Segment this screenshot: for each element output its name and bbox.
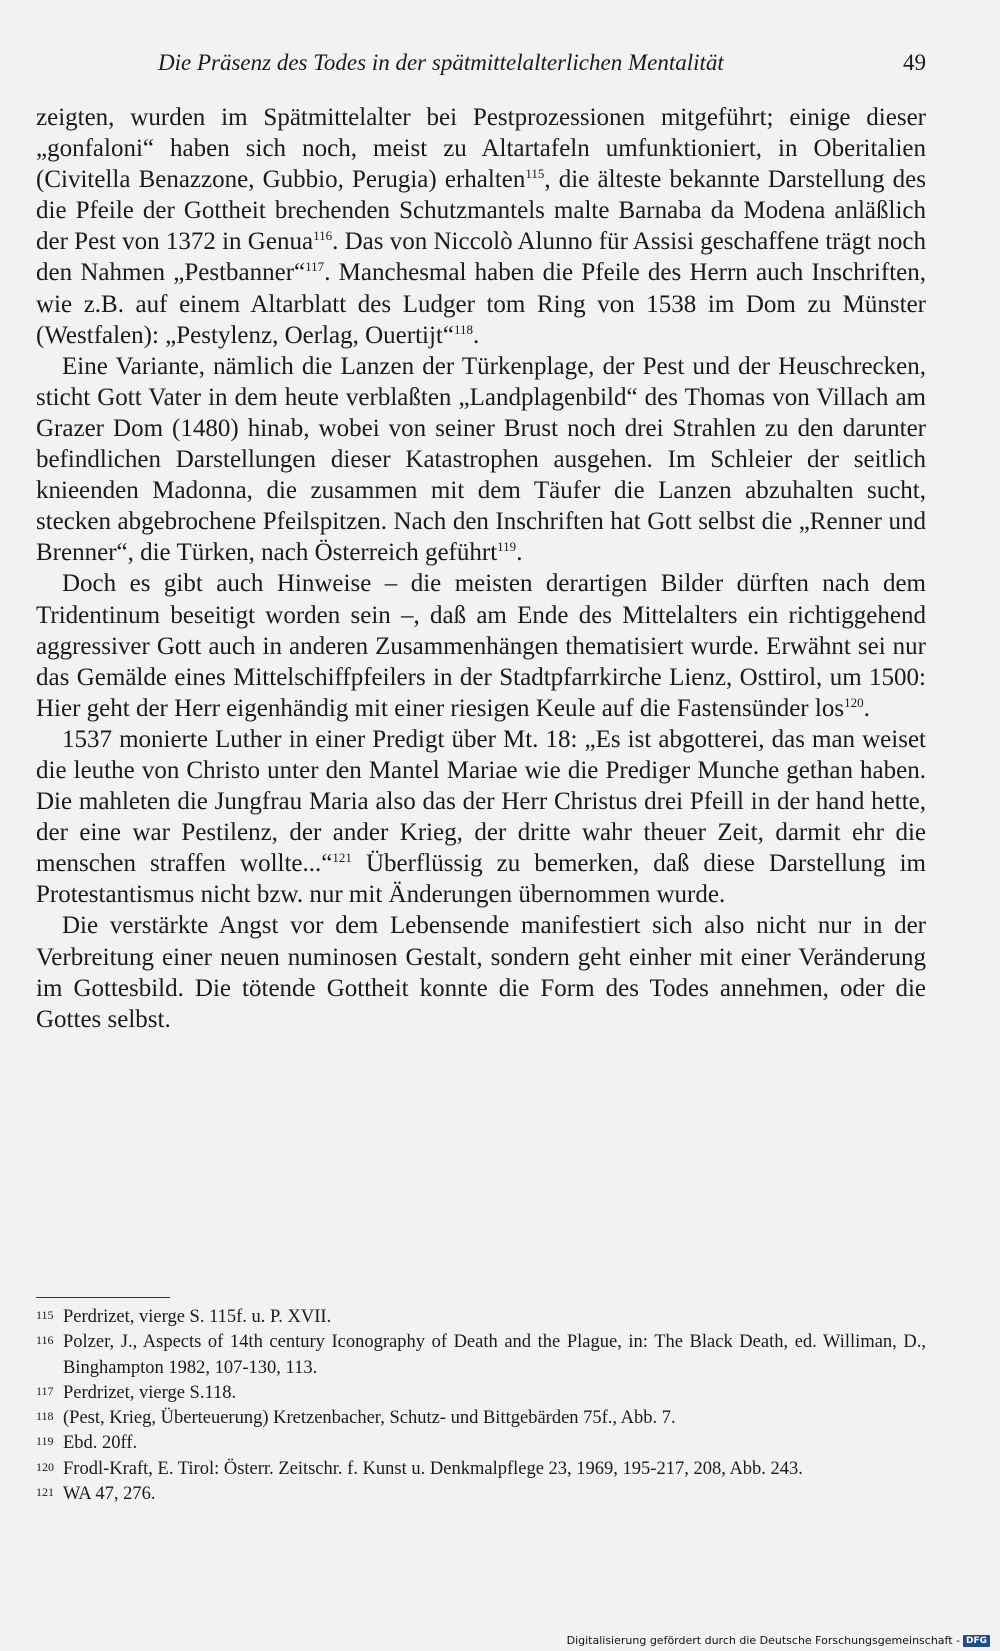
footnote-reference: 120	[844, 694, 864, 710]
page-number: 49	[903, 50, 926, 75]
footnote	[36, 1330, 926, 1381]
body-text	[36, 102, 926, 1035]
footnote-reference: 118	[453, 321, 473, 337]
footnote-number: 121	[36, 1485, 54, 1500]
footnote	[36, 1305, 926, 1330]
footnote-number: 115	[36, 1308, 54, 1322]
footnote-separator	[36, 1297, 170, 1298]
credit-text: Digitalisierung gefördert durch die Deutsche Forschungsgemeinschaft -	[566, 1634, 960, 1647]
footnote-reference: 115	[525, 166, 545, 182]
running-title: Die Präsenz des Todes in der spätmittelalterlichen Mentalität	[158, 50, 724, 75]
footnote-number: 117	[36, 1383, 54, 1398]
footnote-text: Perdrizet, vierge S. 115f. u. P. XVII.	[63, 1307, 332, 1327]
paragraph	[36, 910, 926, 1034]
footnote-text: Polzer, J., Aspects of 14th century Iconography of Death and the Plague, in: The Black Death, ed. Williman, D., Binghampton 1982, 107-130, 113.	[63, 1332, 926, 1378]
digitization-credit	[567, 1634, 990, 1647]
paragraph-text: . Manchesmal haben die Pfeile des Herrn auch Inschriften, wie z.B. auf einem Altarblatt des Ludger tom Ring von 1538 im Dom zu Münster (Westfalen): „Pestylenz, Oerlag, Ouertijt“	[36, 259, 926, 349]
footnote	[36, 1482, 926, 1507]
footnote-text: Perdrizet, vierge S.118.	[63, 1382, 237, 1403]
paragraph	[36, 102, 926, 351]
paragraph	[36, 724, 926, 911]
footnote	[36, 1457, 926, 1482]
footnote-number: 120	[36, 1459, 54, 1474]
footnote	[36, 1431, 926, 1456]
footnote-text: Ebd. 20ff.	[63, 1433, 138, 1454]
footnote-reference: 119	[497, 539, 517, 555]
footnote	[36, 1406, 926, 1431]
footnote-text: Frodl-Kraft, E. Tirol: Österr. Zeitschr. f. Kunst u. Denkmalpflege 23, 1969, 195-217, 208, Abb. 243.	[63, 1458, 803, 1479]
footnote-number: 116	[36, 1333, 54, 1348]
footnotes	[36, 1305, 926, 1507]
footnote-number: 119	[36, 1434, 54, 1449]
paragraph-text: .	[516, 539, 523, 567]
paragraph-text: Die verstärkte Angst vor dem Lebensende manifestiert sich also nicht nur in der Verbreitung einer neuen numinosen Gestalt, sondern geht einher mit einer Veränderung im Gottesbild. Die tötende Gottheit konnte die Form des Todes annehmen, oder die Gottes selbst.	[36, 912, 926, 1033]
footnote-text: (Pest, Krieg, Überteuerung) Kretzenbacher, Schutz- und Bittgebärden 75f., Abb. 7.	[63, 1408, 676, 1429]
footnote-reference: 121	[332, 850, 352, 866]
paragraph-text: 1537 monierte Luther in einer Predigt über Mt. 18: „Es ist abgotterei, das man weiset die leuthe von Christo unter den Mantel Mariae wie die Prediger Munche gethan haben. Die mahleten die Jungfrau Maria also das der Herr Christus drei Pfeill in der hand hette, der eine war Pestilenz, der ander Krieg, der dritte wahr theuer Zeit, darmit ehr die menschen straffen wollte...“	[36, 725, 926, 878]
paragraph-text: , die älteste bekannte Darstellung des die Pfeile der Gottheit brechenden Schutzmantels malte Barnaba da Modena anläßlich der Pest von 1372 in Genua	[36, 166, 926, 256]
paragraph-text: .	[863, 694, 870, 722]
paragraph-text: Überflüssig zu bemerken, daß diese Darstellung im Protestantismus nicht bzw. nur mit Änderungen übernommen wurde.	[36, 850, 926, 909]
paragraph-text: Eine Variante, nämlich die Lanzen der Türkenplage, der Pest und der Heuschrecken, sticht Gott Vater in dem heute verblaßten „Landplagenbild“ des Thomas von Villach am Grazer Dom (1480) hinab, wobei von seiner Brust noch drei Strahlen zu den darunter befindlichen Darstellungen dieser Katastrophen ausgehen. Im Schleier der seitlich knieenden Madonna, die zusammen mit dem Täufer die Lanzen abzuhalten sucht, stecken abgebrochene Pfeilspitzen. Nach den Inschriften hat Gott selbst die „Renner und Brenner“, die Türken, nach Österreich geführt	[36, 352, 926, 567]
paragraph-text: zeigten, wurden im Spätmittelalter bei Pestprozessionen mitgeführt; einige dieser „gonfaloni“ haben sich noch, meist zu Altartafeln umfunktioniert, in Oberitalien (Civitella Benazzone, Gubbio, Perugia) erhalten	[36, 104, 926, 194]
paragraph-text: . Das von Niccolò Alunno für Assisi geschaffene trägt noch den Nahmen „Pestbanner“	[36, 228, 926, 287]
paragraph	[36, 568, 926, 723]
paragraph	[36, 351, 926, 569]
footnote-reference: 117	[305, 259, 325, 275]
footnote	[36, 1381, 926, 1406]
footnote-number: 118	[36, 1409, 54, 1424]
paragraph-text: .	[473, 321, 480, 349]
paragraph-text: Doch es gibt auch Hinweise – die meisten derartigen Bilder dürften nach dem Tridentinum beseitigt worden sein –, daß am Ende des Mittelalters ein richtiggehend aggressiver Gott auch in anderen Zusammenhängen thematisiert wurde. Erwähnt sei nur das Gemälde eines Mittelschiffpfeilers in der Stadtpfarrkirche Lienz, Osttirol, um 1500: Hier geht der Herr eigenhändig mit einer riesigen Keule auf die Fastensünder los	[36, 570, 926, 722]
footnote-text: WA 47, 276.	[63, 1484, 156, 1505]
footnote-reference: 116	[313, 228, 333, 244]
dfg-logo: DFG	[963, 1635, 990, 1647]
